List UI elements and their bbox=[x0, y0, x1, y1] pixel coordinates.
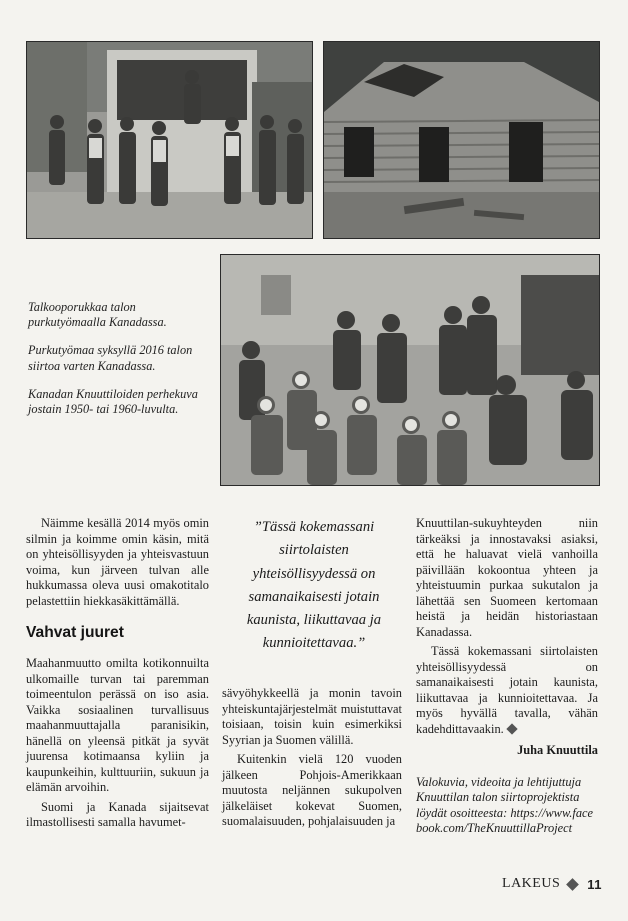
article-column-3 bbox=[416, 516, 598, 837]
paragraph-intro: Näimme kesällä 2014 myös omin silmin ja koimme omin käsin, mitä on yhteisöllisyyden ja yhteisvastuun voima, kun järveen tulvan alle hukkumassa oleva uusi omakotitalo pelastettiin hiekkasäkittämällä. bbox=[26, 516, 209, 608]
page-footer bbox=[502, 876, 602, 892]
page-number: 11 bbox=[587, 876, 602, 892]
photo-family-image bbox=[221, 255, 599, 485]
section-heading: Vahvat juuret bbox=[26, 624, 124, 641]
footer-diamond-icon bbox=[566, 878, 579, 891]
end-mark-diamond-icon bbox=[506, 723, 517, 734]
paragraph-climate-start: Suomi ja Kanada sijaitsevat ilmastollisesti samalla havumet- bbox=[26, 799, 209, 829]
paragraph-climate-cont: sävyöhykkeellä ja monin tavoin yhteiskuntajärjestelmät muistuttavat toisiaan, toisin kuin esimerkiksi Syyrian ja Suomen välillä. bbox=[222, 686, 402, 747]
article-column-2 bbox=[222, 686, 402, 830]
author-signature: Juha Knuuttila bbox=[517, 743, 598, 757]
caption-volunteers: Talkooporukkaa talon purkutyömaalla Kanadassa. bbox=[28, 300, 167, 330]
article-column-1 bbox=[26, 516, 209, 831]
caption-family: Kanadan Knuuttiloiden perhekuva jostain 1950- tai 1960-luvulta. bbox=[28, 386, 198, 417]
photo-house bbox=[323, 41, 600, 239]
paragraph-family-connection: Knuuttilan-sukuyhteyden niin tärkeäksi ja innostavaksi asiaksi, että he haluavat vielä vanhoilla päivillään kokoontua yhteen ja yhteistuumin purkaa sukutalon ja lähettää sen Suomeen kertomaan heistä ja heidän historiastaan Kanadassa. bbox=[416, 516, 598, 639]
photo-credits bbox=[416, 775, 598, 837]
paragraph-migration: Maahanmuutto omilta kotikonnuilta ulkomaille turvan tai paremman toimeentulon perässä on iso asia. Vaikka sosiaalinen turvallisuus maahanmuuttajalla paranisikin, hänellä on yleensä pitkät ja syvät juurensa kotimaansa kyliin ja kaupunkeihin, kulttuuriin, sukuun ja elämän arvoihin. bbox=[26, 656, 209, 794]
photo-volunteers-image bbox=[27, 42, 312, 238]
pull-quote: ”Tässä kokemassani siirtolaisten yhteisöllisyydessä on samanaikaisesti jotain kaunista, liikuttavaa ja kunnioitettavaa.” bbox=[246, 519, 382, 652]
photo-house-image bbox=[324, 42, 599, 238]
paragraph-descendants: Kuitenkin vielä 120 vuoden jälkeen Pohjois-Amerikkaan muutosta neljännen sukupolven jälkeläiset kokevat Suomen, suomalaisuuden, pohjalaisuuden ja bbox=[222, 752, 402, 828]
photo-family bbox=[220, 254, 600, 486]
paragraph-conclusion-text: Tässä kokemassani siirtolaisten yhteisöllisyydessä on samanaikaisesti jotain kaunista, liikuttavaa ja kunnioitettavaa. Ja myös hyvällä tavalla, vähän kadehdittavaakin. bbox=[416, 644, 598, 736]
photo-captions bbox=[28, 300, 208, 430]
magazine-name: LAKEUS bbox=[502, 876, 561, 891]
credits-url[interactable]: https://www.facebook.com/TheKnuuttillaProject bbox=[416, 805, 594, 836]
paragraph-conclusion bbox=[416, 644, 598, 737]
photo-volunteers bbox=[26, 41, 313, 239]
caption-house: Purkutyömaa syksyllä 2016 talon siirtoa varten Kanadassa. bbox=[28, 343, 193, 373]
credits-text: Valokuvia, videoita ja lehtijuttuja Knuuttilan talon siirtoprojektista löydät osoitteesta: bbox=[416, 774, 582, 820]
